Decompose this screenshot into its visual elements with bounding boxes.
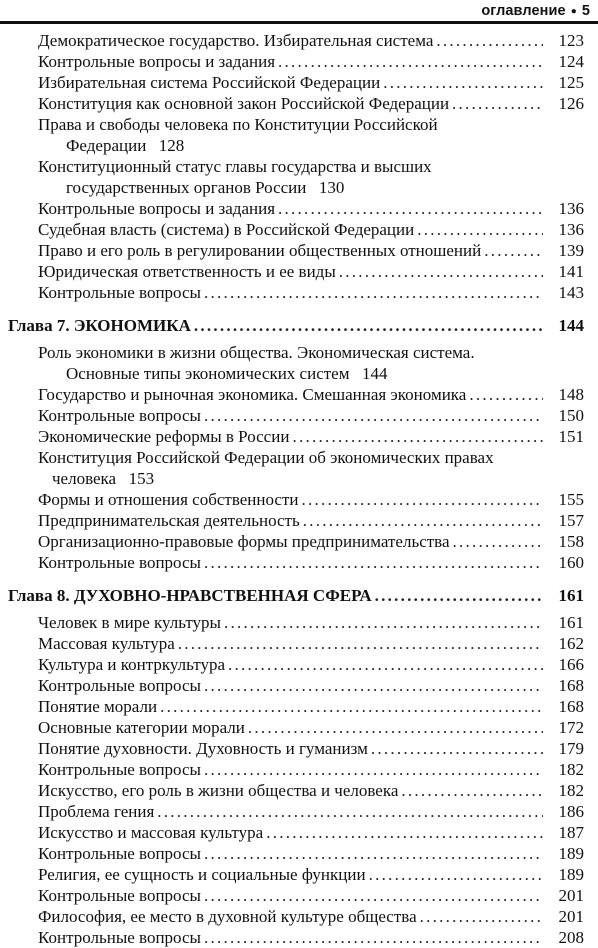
toc-entry-title: Государство и рыночная экономика. Смешанная экономика [38,385,467,404]
toc-entry-title: Человек в мире культуры [38,613,221,632]
toc-entry-page: 186 [558,802,584,821]
toc-entry-title: Контрольные вопросы [38,886,201,905]
toc-entry-title: Контрольные вопросы [38,844,201,863]
toc-entry-title: Контрольные вопросы [38,760,201,779]
leader-dots [204,282,543,303]
toc-entry[interactable] [0,510,598,531]
toc-entry-title-line1: Роль экономики в жизни общества. Экономическая система. [38,343,475,362]
leader-dots [292,426,543,447]
toc-entry-page: 201 [558,907,584,926]
toc-entry-title: Массовая культура [38,634,175,653]
leader-dots [417,219,543,240]
toc-entry[interactable] [0,927,598,948]
leader-dots [278,198,543,219]
leader-dots [194,315,543,336]
toc-entry-page: 179 [558,739,584,758]
toc-entry[interactable] [0,612,598,633]
toc-entry-title: Культура и контркультура [38,655,225,674]
toc-entry-title: Контрольные вопросы и задания [38,199,276,218]
leader-dots [369,864,543,885]
toc-entry-page: 123 [558,31,584,50]
toc-entry-page: 162 [558,634,584,653]
leader-dots [371,738,543,759]
toc-chapter-heading[interactable] [0,315,598,336]
leader-dots [302,489,544,510]
toc-entry-page: 160 [558,553,584,572]
toc-entry[interactable] [0,261,598,282]
toc-entry[interactable] [0,759,598,780]
toc-entry-title-line2: Федерации [66,136,147,155]
toc-entry-title: Религия, ее сущность и социальные функции [38,865,366,884]
toc-entry[interactable] [0,72,598,93]
toc-entry[interactable] [0,864,598,885]
leader-dots [248,717,543,738]
leader-dots [204,759,543,780]
toc-entry-title: Конституция как основной закон Российской Федерации [38,94,450,113]
toc-entry[interactable] [0,447,598,489]
toc-entry[interactable] [0,885,598,906]
toc-entry-page: 144 [361,364,388,383]
leader-dots [278,51,543,72]
toc-entry-title: Контрольные вопросы [38,928,201,947]
toc-entry-title: Понятие духовности. Духовность и гуманизм [38,739,368,758]
toc-entry-title: Юридическая ответственность и ее виды [38,262,336,281]
leader-dots [266,822,543,843]
running-header-page-number: 5 [581,3,590,19]
toc-entry[interactable] [0,906,598,927]
leader-dots [401,780,543,801]
toc-entry-title: Контрольные вопросы [38,406,201,425]
toc-entry-title: Организационно-правовые формы предпринимательства [38,532,450,551]
toc-entry[interactable] [0,198,598,219]
leader-dots [420,906,543,927]
toc-entry[interactable] [0,93,598,114]
toc-entry-title: Философия, ее место в духовной культуре общества [38,907,417,926]
leader-dots [204,885,543,906]
toc-entry-title: Формы и отношения собственности [38,490,299,509]
toc-entry-title: Предпринимательская деятельность [38,511,300,530]
toc-entry-title: Право и его роль в регулировании общественных отношений [38,241,482,260]
leader-dots [383,72,543,93]
toc-entry-page: 168 [558,676,584,695]
leader-dots [303,510,543,531]
toc-entry-page: 201 [558,886,584,905]
leader-dots [469,384,543,405]
toc-entry-title: Демократическое государство. Избирательная система [38,31,434,50]
toc-entry[interactable] [0,405,598,426]
leader-dots [453,531,543,552]
toc-entry[interactable] [0,780,598,801]
running-header [481,0,590,22]
toc-entry[interactable] [0,633,598,654]
toc-entry-title: Контрольные вопросы и задания [38,52,276,71]
toc-chapter-heading[interactable] [0,585,598,606]
toc-entry[interactable] [0,156,598,198]
toc-entry-title: Основные категории морали [38,718,245,737]
toc-entry-page: 153 [128,469,155,488]
toc-entry[interactable] [0,489,598,510]
toc-entry-title: Контрольные вопросы [38,553,201,572]
leader-dots [160,696,543,717]
leader-dots [484,240,543,261]
chapter-page: 144 [558,316,584,335]
toc-entry[interactable] [0,822,598,843]
leader-dots [375,585,543,606]
toc-entry-page: 157 [558,511,584,530]
toc-entry[interactable] [0,738,598,759]
toc-entry-title-line2: государственных органов России [66,178,307,197]
toc-entry[interactable] [0,426,598,447]
bullet-icon: ● [570,5,577,17]
toc-entry-title: Экономические реформы в России [38,427,290,446]
toc-entry[interactable] [0,282,598,303]
toc-entry-page: 168 [558,697,584,716]
toc-entry[interactable] [0,717,598,738]
toc-entry-title: Искусство и массовая культура [38,823,264,842]
toc-entry-title: Контрольные вопросы [38,283,201,302]
chapter-title: Глава 8. ДУХОВНО-НРАВСТВЕННАЯ СФЕРА [8,586,372,605]
toc-entry-page: 189 [558,865,584,884]
leader-dots [178,633,543,654]
leader-dots [204,843,543,864]
toc-entry-page: 124 [558,52,584,71]
leader-dots [204,675,543,696]
toc-entry-title: Проблема гения [38,802,155,821]
toc-entry-page: 143 [558,283,584,302]
table-of-contents [0,24,598,948]
toc-entry-page: 161 [558,613,584,632]
toc-entry-page: 125 [558,73,584,92]
toc-entry-title: Судебная власть (система) в Российской Федерации [38,220,415,239]
leader-dots [204,405,543,426]
leader-dots [452,93,543,114]
leader-dots [436,30,543,51]
toc-entry-page: 189 [558,844,584,863]
toc-entry-title-line1: Конституционный статус главы государства и высших [38,157,432,176]
toc-entry[interactable] [0,114,598,156]
chapter-page: 161 [558,586,584,605]
chapter-title: Глава 7. ЭКОНОМИКА [8,316,191,335]
toc-entry-page: 172 [558,718,584,737]
toc-entry-page: 151 [558,427,584,446]
toc-entry-page: 182 [558,781,584,800]
toc-entry-page: 136 [558,220,584,239]
toc-entry-title: Понятие морали [38,697,158,716]
leader-dots [204,927,543,948]
toc-entry[interactable] [0,240,598,261]
toc-entry-title-line1: Конституция Российской Федерации об экономических правах [38,448,494,467]
leader-dots [157,801,543,822]
toc-entry[interactable] [0,531,598,552]
toc-entry[interactable] [0,384,598,405]
toc-entry-page: 139 [558,241,584,260]
toc-entry[interactable] [0,30,598,51]
leader-dots [224,612,543,633]
toc-entry-title-line1: Права и свободы человека по Конституции Российской [38,115,438,134]
toc-entry-page: 187 [558,823,584,842]
toc-entry-page: 128 [158,136,185,155]
toc-entry-page: 130 [318,178,345,197]
toc-entry-title: Искусство, его роль в жизни общества и человека [38,781,399,800]
toc-entry-page: 136 [558,199,584,218]
toc-entry[interactable] [0,696,598,717]
toc-entry-title-line2: Основные типы экономических систем [66,364,350,383]
toc-entry[interactable] [0,843,598,864]
leader-dots [228,654,543,675]
toc-entry-page: 166 [558,655,584,674]
toc-entry-page: 148 [558,385,584,404]
toc-entry-page: 182 [558,760,584,779]
toc-entry-page: 208 [558,928,584,947]
toc-entry-page: 150 [558,406,584,425]
toc-entry-title-line2: человека [52,469,117,488]
toc-entry-page: 155 [558,490,584,509]
toc-entry[interactable] [0,675,598,696]
leader-dots [204,552,543,573]
toc-entry-title: Избирательная система Российской Федерации [38,73,381,92]
toc-entry[interactable] [0,342,598,384]
leader-dots [339,261,543,282]
toc-entry[interactable] [0,654,598,675]
toc-entry[interactable] [0,51,598,72]
running-header-label: оглавление [481,3,566,19]
toc-entry[interactable] [0,219,598,240]
toc-entry-page: 126 [558,94,584,113]
toc-entry-page: 158 [558,532,584,551]
toc-entry-title: Контрольные вопросы [38,676,201,695]
toc-entry[interactable] [0,801,598,822]
toc-entry[interactable] [0,552,598,573]
toc-entry-page: 141 [558,262,584,281]
